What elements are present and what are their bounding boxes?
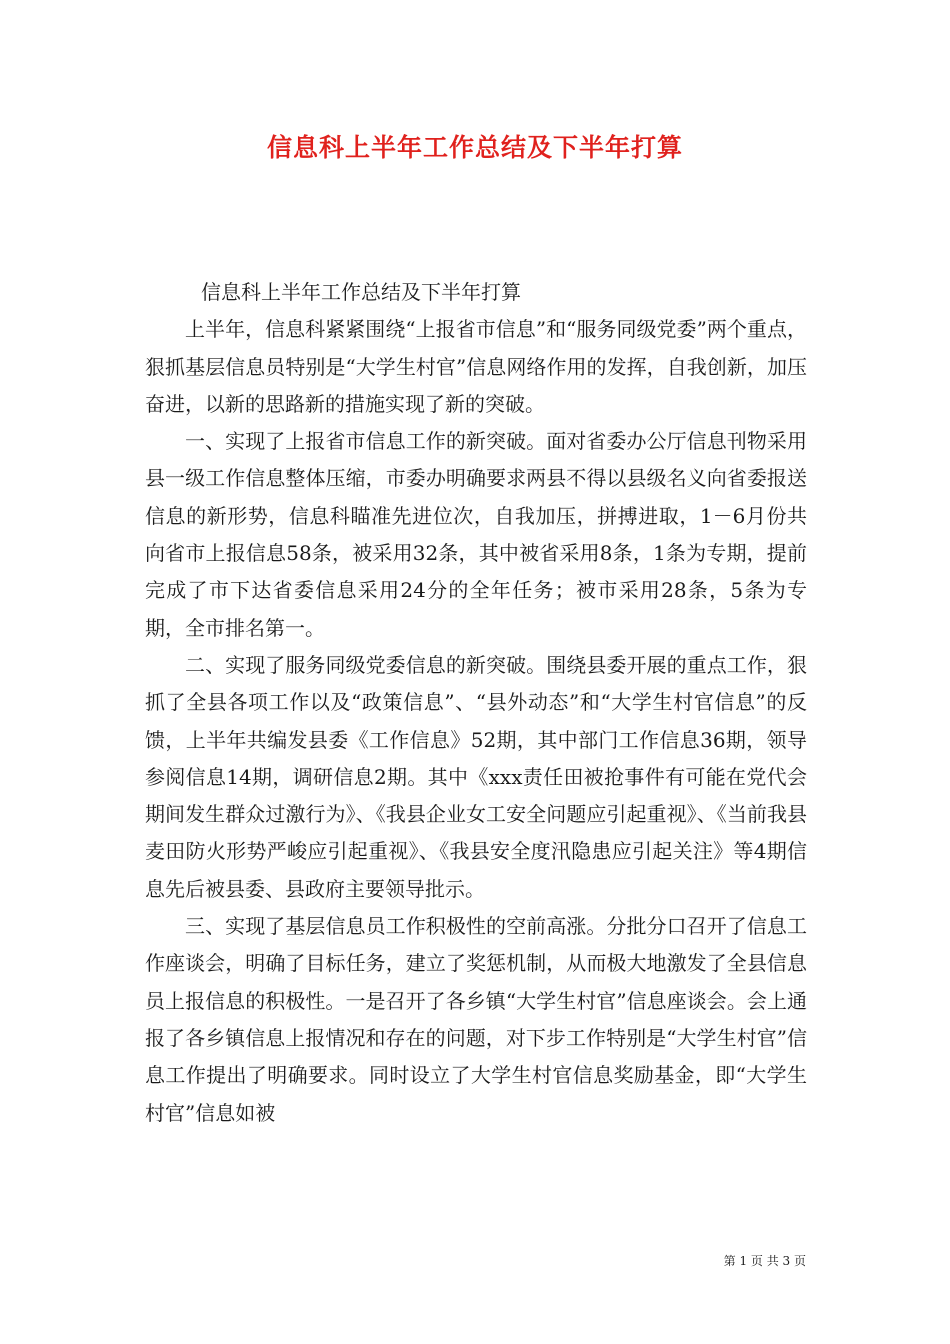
paragraph-section-1: 一、实现了上报省市信息工作的新突破。面对省委办公厅信息刊物采用县一级工作信息整体压缩，市委办明确要求两县不得以县级名义向省委报送信息的新形势，信息科瞄准先进位次，自我加压，拼搏进取，1－6月份共向省市上报信息58条，被采用32条，其中被省采用8条，1条为专期，提前完成了市下达省委信息采用24分的全年任务；被市采用28条，5条为专期，全市排名第一。: [145, 429, 807, 640]
paragraph-section-3: 三、实现了基层信息员工作积极性的空前高涨。分批分口召开了信息工作座谈会，明确了目标任务，建立了奖惩机制，从而极大地激发了全县信息员上报信息的积极性。一是召开了各乡镇“大学生村官”信息座谈会。会上通报了各乡镇信息上报情况和存在的问题，对下步工作特别是“大学生村官”信息工作提出了明确要求。同时设立了大学生村官信息奖励基金，即“大学生村官”信息如被: [145, 914, 807, 1125]
paragraph-intro: 上半年，信息科紧紧围绕“上报省市信息”和“服务同级党委”两个重点，狠抓基层信息员特别是“大学生村官”信息网络作用的发挥，自我创新，加压奋进，以新的思路新的措施实现了新的突破。: [145, 317, 807, 416]
paragraph-section-2: 二、实现了服务同级党委信息的新突破。围绕县委开展的重点工作，狠抓了全县各项工作以及“政策信息”、“县外动态”和“大学生村官信息”的反馈，上半年共编发县委《工作信息》52期，其中部门工作信息36期，领导参阅信息14期，调研信息2期。其中《xxx责任田被抢事件有可能在党代会期间发生群众过激行为》、《我县企业女工安全问题应引起重视》、《当前我县麦田防火形势严峻应引起重视》、《我县安全度汛隐患应引起关注》等4期信息先后被县委、县政府主要领导批示。: [145, 652, 807, 901]
document-subtitle: 信息科上半年工作总结及下半年打算: [201, 280, 521, 304]
document-body: [145, 274, 807, 1132]
document-title: 信息科上半年工作总结及下半年打算: [266, 133, 683, 162]
page-number: 第 1 页 共 3 页: [723, 1254, 806, 1268]
